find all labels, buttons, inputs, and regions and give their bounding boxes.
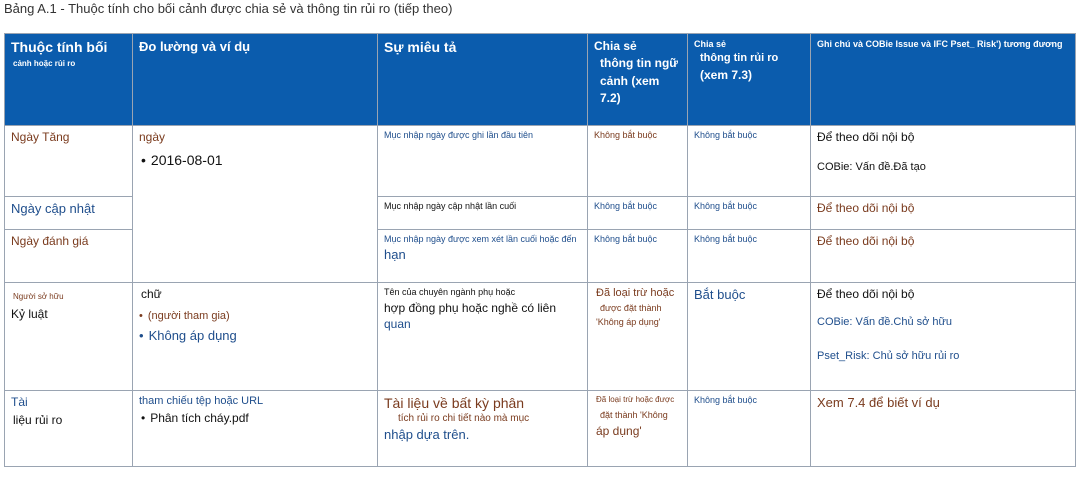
header-description: [378, 34, 588, 126]
desc-date-raised: Mục nhập ngày được ghi lần đầu tiên: [384, 130, 534, 140]
context-discipline-3: 'Không áp dụng': [596, 317, 661, 327]
context-risk-document-3: áp dụng': [596, 424, 642, 438]
context-discipline-2: được đặt thành: [600, 303, 662, 313]
header-risk-sharing: [688, 34, 811, 126]
attr-risk-document-2: liệu rủi ro: [13, 413, 63, 427]
table-header-row: [5, 34, 1076, 126]
header-context-sharing: [588, 34, 688, 126]
note-discipline-1: Để theo dõi nội bộ: [817, 287, 915, 301]
header-context-l3: cảnh (xem 7.2): [600, 73, 660, 106]
attr-discipline: Kỷ luật: [11, 307, 48, 321]
example-participant: • (người tham gia): [139, 310, 371, 322]
risk-date-updated: Không bắt buộc: [694, 201, 758, 211]
table-row: [5, 283, 1076, 391]
header-risk-l3: (xem 7.3): [700, 67, 753, 82]
context-risk-document-2: đặt thành 'Không: [600, 410, 668, 420]
example-not-applicable: • Không áp dụng: [139, 328, 371, 343]
header-measure: [133, 34, 378, 126]
header-attribute-sub: cảnh hoặc rủi ro: [13, 58, 76, 68]
context-risk-document-1: Đã loại trừ hoặc được: [596, 395, 675, 404]
desc-date-reviewed-2: hạn: [384, 247, 406, 262]
desc-discipline-2: hợp đồng phụ hoặc nghề có liên: [384, 301, 557, 315]
desc-date-reviewed-1: Mục nhập ngày được xem xét lần cuối hoặc đến: [384, 234, 577, 244]
attr-owner-label: Người sở hữu: [13, 292, 64, 301]
context-date-raised: Không bắt buộc: [594, 130, 658, 140]
desc-date-updated: Mục nhập ngày cập nhật lần cuối: [384, 201, 517, 211]
note-risk-document: Xem 7.4 để biết ví dụ: [817, 395, 940, 410]
desc-discipline-1: Tên của chuyên ngành phụ hoặc: [384, 287, 516, 297]
attr-date-updated: Ngày cập nhật: [11, 201, 95, 216]
attr-risk-document-1: Tài: [11, 395, 28, 409]
measure-text: chữ: [141, 287, 162, 301]
desc-discipline-3: quan: [384, 317, 411, 331]
desc-risk-document-3: nhập dựa trên.: [384, 427, 470, 442]
attr-date-reviewed: Ngày đánh giá: [11, 234, 89, 248]
risk-risk-document: Không bắt buộc: [694, 395, 758, 405]
context-date-updated: Không bắt buộc: [594, 201, 658, 211]
header-attribute: [5, 34, 133, 126]
note-date-raised-1: Để theo dõi nội bộ: [817, 130, 915, 144]
note-discipline-3: Pset_Risk: Chủ sở hữu rủi ro: [817, 350, 960, 362]
risk-discipline: Bắt buộc: [694, 287, 746, 302]
note-date-updated: Để theo dõi nội bộ: [817, 201, 915, 215]
note-discipline-2: COBie: Vấn đề.Chủ sở hữu: [817, 316, 953, 328]
header-risk-l2: thông tin rủi ro: [700, 52, 779, 65]
risk-attributes-table: [4, 33, 1076, 467]
context-discipline-1: Đã loại trừ hoặc: [596, 287, 675, 299]
header-notes-label: Ghi chú và COBie Issue và IFC Pset_ Risk') tương đương: [817, 39, 1063, 49]
measure-file-reference: tham chiếu tệp hoặc URL: [139, 395, 264, 407]
measure-date: ngày: [139, 130, 166, 144]
attr-date-raised: Ngày Tăng: [11, 130, 70, 144]
example-date: • 2016-08-01: [139, 152, 371, 168]
header-notes: [811, 34, 1076, 126]
header-context-l2: thông tin ngữ: [600, 56, 678, 71]
note-date-reviewed: Để theo dõi nội bộ: [817, 234, 915, 248]
header-context-l1: Chia sẻ: [594, 39, 637, 53]
header-risk-l1: Chia sẻ: [694, 39, 727, 49]
header-measure-label: Đo lường và ví dụ: [139, 39, 251, 54]
header-attribute-main: Thuộc tính bối: [11, 39, 108, 55]
example-file: • Phân tích cháy.pdf: [139, 411, 371, 425]
header-description-label: Sự miêu tả: [384, 39, 457, 55]
note-date-raised-2: COBie: Vấn đề.Đã tạo: [817, 161, 926, 173]
context-date-reviewed: Không bắt buộc: [594, 234, 658, 244]
desc-risk-document-2: tích rủi ro chi tiết nào mà mục: [398, 413, 530, 424]
table-caption: Bảng A.1 - Thuộc tính cho bối cảnh được chia sẻ và thông tin rủi ro (tiếp theo): [4, 1, 453, 16]
risk-date-raised: Không bắt buộc: [694, 130, 758, 140]
table-row: [5, 126, 1076, 197]
risk-date-reviewed: Không bắt buộc: [694, 234, 758, 244]
table-row: [5, 391, 1076, 467]
desc-risk-document-1: Tài liệu về bất kỳ phân: [384, 395, 525, 411]
